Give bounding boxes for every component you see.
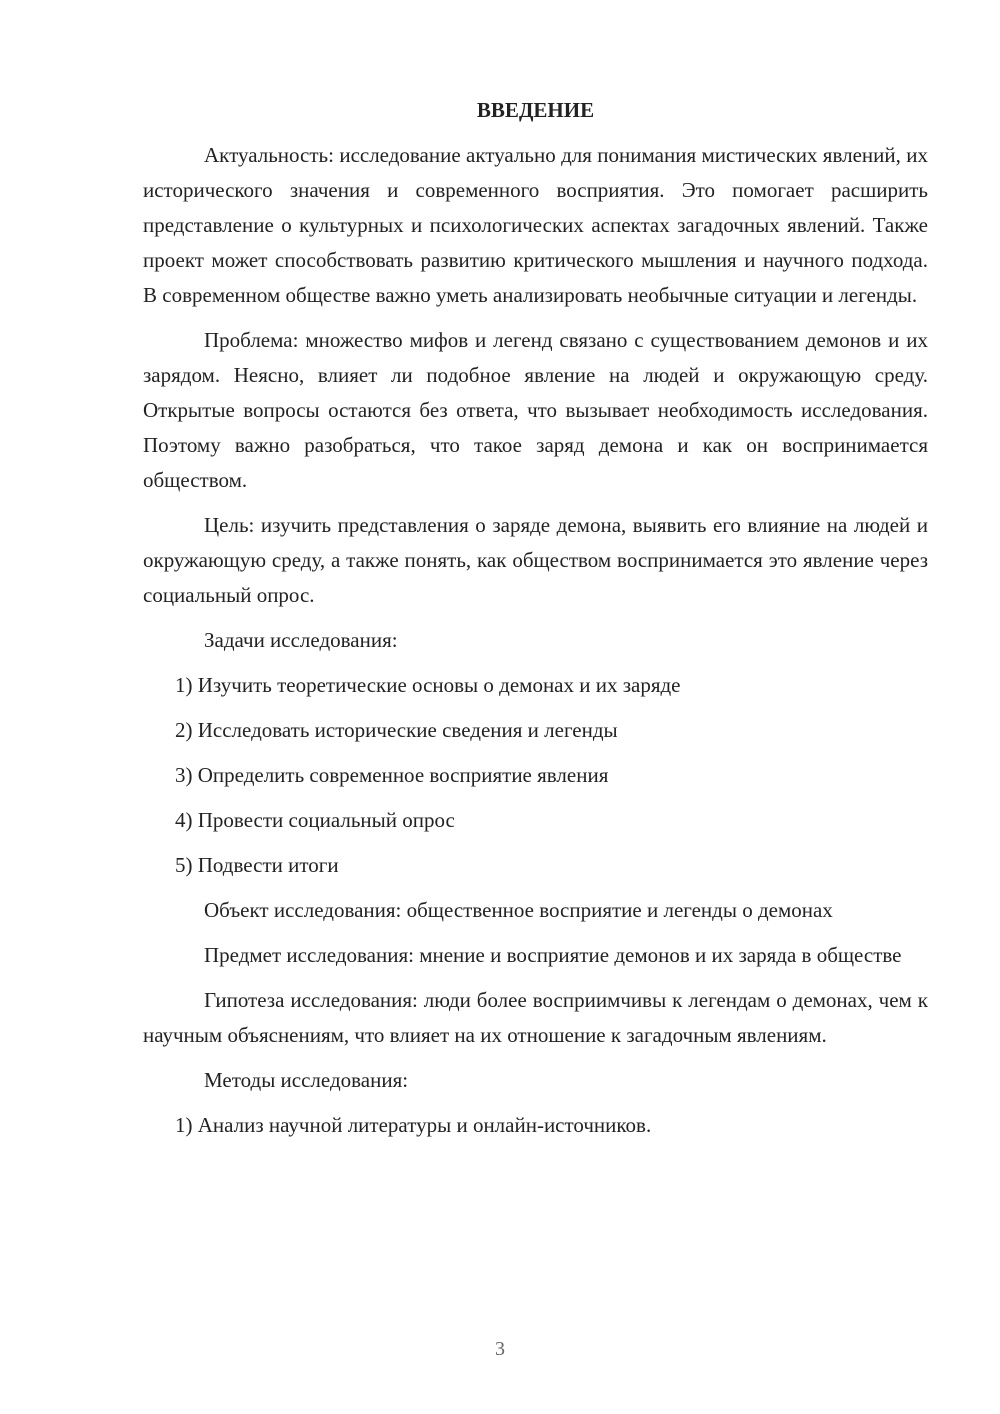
relevance-paragraph: Актуальность: исследование актуально для понимания мистических явлений, их исторического значения и современного восприятия. Это помогает расширить представление о культурных и психологических аспектах загадочных явлений. Также проект может способствовать развитию критического мышления и научного подхода. В современном обществе важно уметь анализировать необычные ситуации и легенды. (143, 143, 928, 307)
subject-paragraph: Предмет исследования: мнение и восприятие демонов и их заряда в обществе (204, 943, 902, 967)
page-number: 3 (495, 1338, 505, 1360)
task-item: 3) Определить современное восприятие явления (175, 763, 609, 787)
task-item: 2) Исследовать исторические сведения и легенды (175, 718, 618, 742)
methods-heading: Методы исследования: (204, 1068, 409, 1092)
object-paragraph: Объект исследования: общественное восприятие и легенды о демонах (204, 898, 833, 922)
task-item: 5) Подвести итоги (175, 853, 339, 877)
document-page (143, 96, 928, 1153)
task-item: 4) Провести социальный опрос (175, 808, 455, 832)
methods-list (143, 1108, 928, 1143)
goal-paragraph: Цель: изучить представления о заряде демона, выявить его влияние на людей и окружающую среду, а также понять, как обществом воспринимается это явление через социальный опрос. (143, 513, 928, 607)
problem-paragraph: Проблема: множество мифов и легенд связано с существованием демонов и их зарядом. Неясно, влияет ли подобное явление на людей и окружающую среду. Открытые вопросы остаются без ответа, что вызывает необходимость исследования. Поэтому важно разобраться, что такое заряд демона и как он воспринимается обществом. (143, 328, 928, 492)
tasks-list (143, 668, 928, 883)
hypothesis-paragraph: Гипотеза исследования: люди более восприимчивы к легендам о демонах, чем к научным объяснениям, что влияет на их отношение к загадочным явлениям. (143, 988, 928, 1047)
task-item: 1) Изучить теоретические основы о демонах и их заряде (175, 673, 681, 697)
method-item: 1) Анализ научной литературы и онлайн-источников. (175, 1113, 652, 1137)
tasks-heading: Задачи исследования: (204, 628, 398, 652)
document-title: ВВЕДЕНИЕ (476, 98, 595, 122)
